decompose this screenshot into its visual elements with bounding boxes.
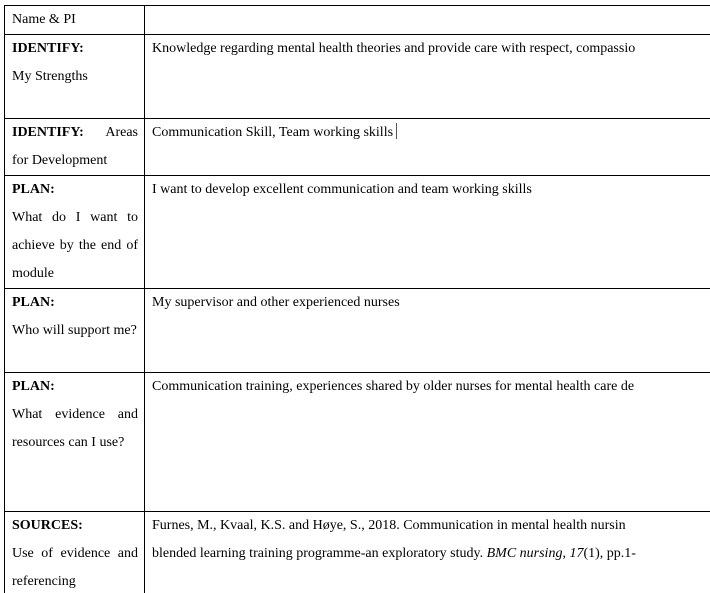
label-subtext: Areas for Development	[12, 125, 138, 168]
label-text: Name & PI	[12, 12, 76, 27]
strengths-cell[interactable]	[145, 35, 710, 119]
cell-text: My supervisor and other experienced nurses	[152, 295, 400, 310]
areas-development-cell[interactable]	[145, 119, 710, 176]
cell-text: Communication Skill, Team working skills	[152, 125, 394, 140]
text-cursor	[396, 123, 397, 139]
label-heading: SOURCES:	[12, 518, 83, 533]
label-subtext: What do I want to achieve by the end of module	[12, 210, 138, 281]
citation-line-1: Furnes, M., Kvaal, K.S. and Høye, S., 2018. Communication in mental health nursin	[152, 518, 626, 533]
table-row	[5, 176, 710, 289]
cell-text: I want to develop excellent communication and team working skills	[152, 182, 532, 197]
table-row	[5, 373, 710, 512]
row-label-strengths	[5, 35, 145, 119]
row-label-sources	[5, 512, 145, 593]
cell-text: Knowledge regarding mental health theories and provide care with respect, compassio	[152, 41, 636, 56]
support-cell[interactable]	[145, 289, 710, 373]
citation-separator: ,	[562, 546, 570, 561]
label-subtext: What evidence and resources can I use?	[12, 407, 138, 450]
label-heading: PLAN:	[12, 295, 55, 310]
label-heading: PLAN:	[12, 379, 55, 394]
row-label-areas-development	[5, 119, 145, 176]
achieve-cell[interactable]	[145, 176, 710, 289]
citation-issue-pages: (1), pp.1-	[583, 546, 636, 561]
table-row	[5, 6, 710, 35]
citation-journal: BMC nursing	[486, 546, 563, 561]
label-subtext: Who will support me?	[12, 323, 137, 338]
document-page	[4, 5, 710, 593]
citation-line-2	[152, 540, 710, 568]
table-row	[5, 35, 710, 119]
table-row	[5, 512, 710, 593]
row-label-evidence-resources	[5, 373, 145, 512]
row-label-name-pi	[5, 6, 145, 35]
sources-cell[interactable]	[145, 512, 710, 593]
name-pi-cell[interactable]	[145, 6, 710, 35]
cell-text: Communication training, experiences shared by older nurses for mental health care de	[152, 379, 635, 394]
evidence-resources-cell[interactable]	[145, 373, 710, 512]
label-heading: PLAN:	[12, 182, 55, 197]
label-heading: IDENTIFY:	[12, 125, 84, 140]
table-row	[5, 289, 710, 373]
label-subtext: My Strengths	[12, 69, 88, 84]
row-label-achieve	[5, 176, 145, 289]
citation-volume: 17	[569, 546, 584, 561]
personal-development-plan-table	[4, 5, 710, 593]
table-row	[5, 119, 710, 176]
citation-title-end: blended learning training programme-an exploratory study.	[152, 546, 487, 561]
label-subtext: Use of evidence and referencing	[12, 546, 138, 589]
label-heading: IDENTIFY:	[12, 41, 84, 56]
row-label-support	[5, 289, 145, 373]
